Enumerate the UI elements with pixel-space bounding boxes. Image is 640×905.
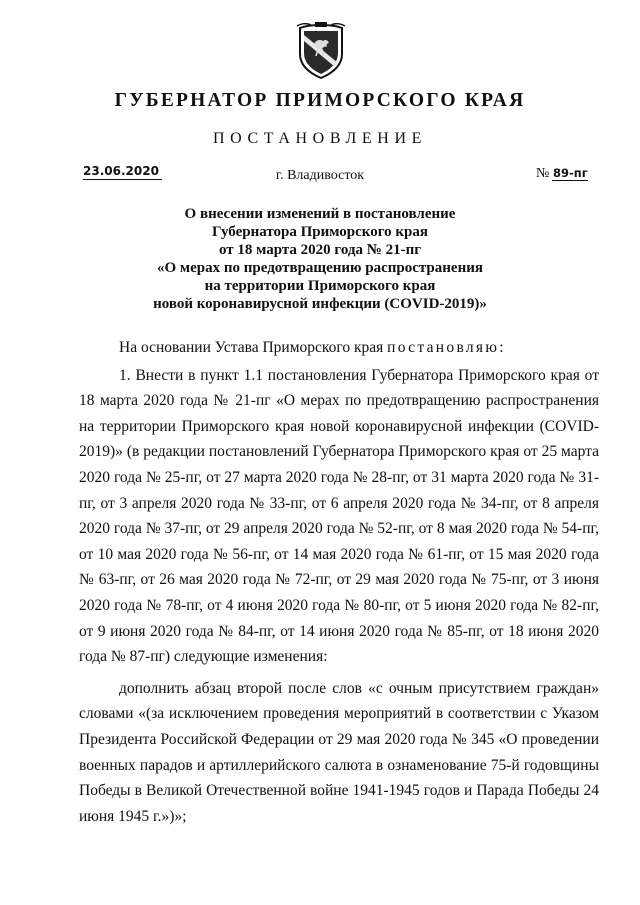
issuing-authority: ГУБЕРНАТОР ПРИМОРСКОГО КРАЯ <box>114 90 526 111</box>
document-number <box>536 166 588 182</box>
coat-of-arms-icon <box>296 22 346 80</box>
title-line: новой коронавирусной инфекции (COVID-2019)» <box>153 296 487 312</box>
title-line: «О мерах по предотвращению распространения <box>157 260 483 276</box>
document-body <box>79 335 599 829</box>
title-line: О внесении изменений в постановление <box>184 206 456 222</box>
item-1-paragraph: 1. Внести в пункт 1.1 постановления Губернатора Приморского края от 18 марта 2020 года № 21-пг «О мерах по предотвращению распространения на территории Приморского края новой коронавирусной инфекции (COVID-2019)» (в редакции постановлений Губернатора Приморского края от 25 марта 2020 года № 25-пг, от 27 марта 2020 года № 28-пг, от 31 марта 2020 года № 31-пг, от 3 апреля 2020 года № 33-пг, от 6 апреля 2020 года № 34-пг, от 8 апреля 2020 года № 37-пг, от 29 апреля 2020 года № 52-пг, от 8 мая 2020 года № 54-пг, от 10 мая 2020 года № 56-пг, от 14 мая 2020 года № 61-пг, от 15 мая 2020 года № 63-пг, от 26 мая 2020 года № 72-пг, от 29 мая 2020 года № 75-пг, от 3 июня 2020 года № 78-пг, от 4 июня 2020 года № 80-пг, от 5 июня 2020 года № 82-пг, от 9 июня 2020 года № 84-пг, от 14 июня 2020 года № 85-пг, от 18 июня 2020 года № 87-пг) следующие изменения: <box>79 366 599 666</box>
document-date: 23.06.2020 <box>83 164 162 180</box>
title-line: Губернатора Приморского края <box>212 224 428 240</box>
intro-decree-word: постановляю: <box>387 339 506 356</box>
title-line: от 18 марта 2020 года № 21-пг <box>218 242 422 258</box>
number-value: 89-пг <box>552 166 588 180</box>
title-line: на территории Приморского края <box>204 278 436 294</box>
intro-paragraph <box>79 335 599 361</box>
document-city: г. Владивосток <box>275 168 365 183</box>
number-prefix: № <box>536 166 550 181</box>
document-title <box>80 205 560 313</box>
intro-text: На основании Устава Приморского края <box>119 339 384 356</box>
amendment-paragraph: дополнить абзац второй после слов «с очным присутствием граждан» словами «(за исключением проведения мероприятий в соответствии с Указом Президента Российской Федерации от 29 мая 2020 года № 345 «О проведении военных парадов и артиллерийского салюта в ознаменование 75-й годовщины Победы в Великой Отечественной войне 1941-1945 годов и Парада Победы 24 июня 1945 г.»)»; <box>79 679 599 825</box>
document-type: ПОСТАНОВЛЕНИЕ <box>213 130 427 147</box>
